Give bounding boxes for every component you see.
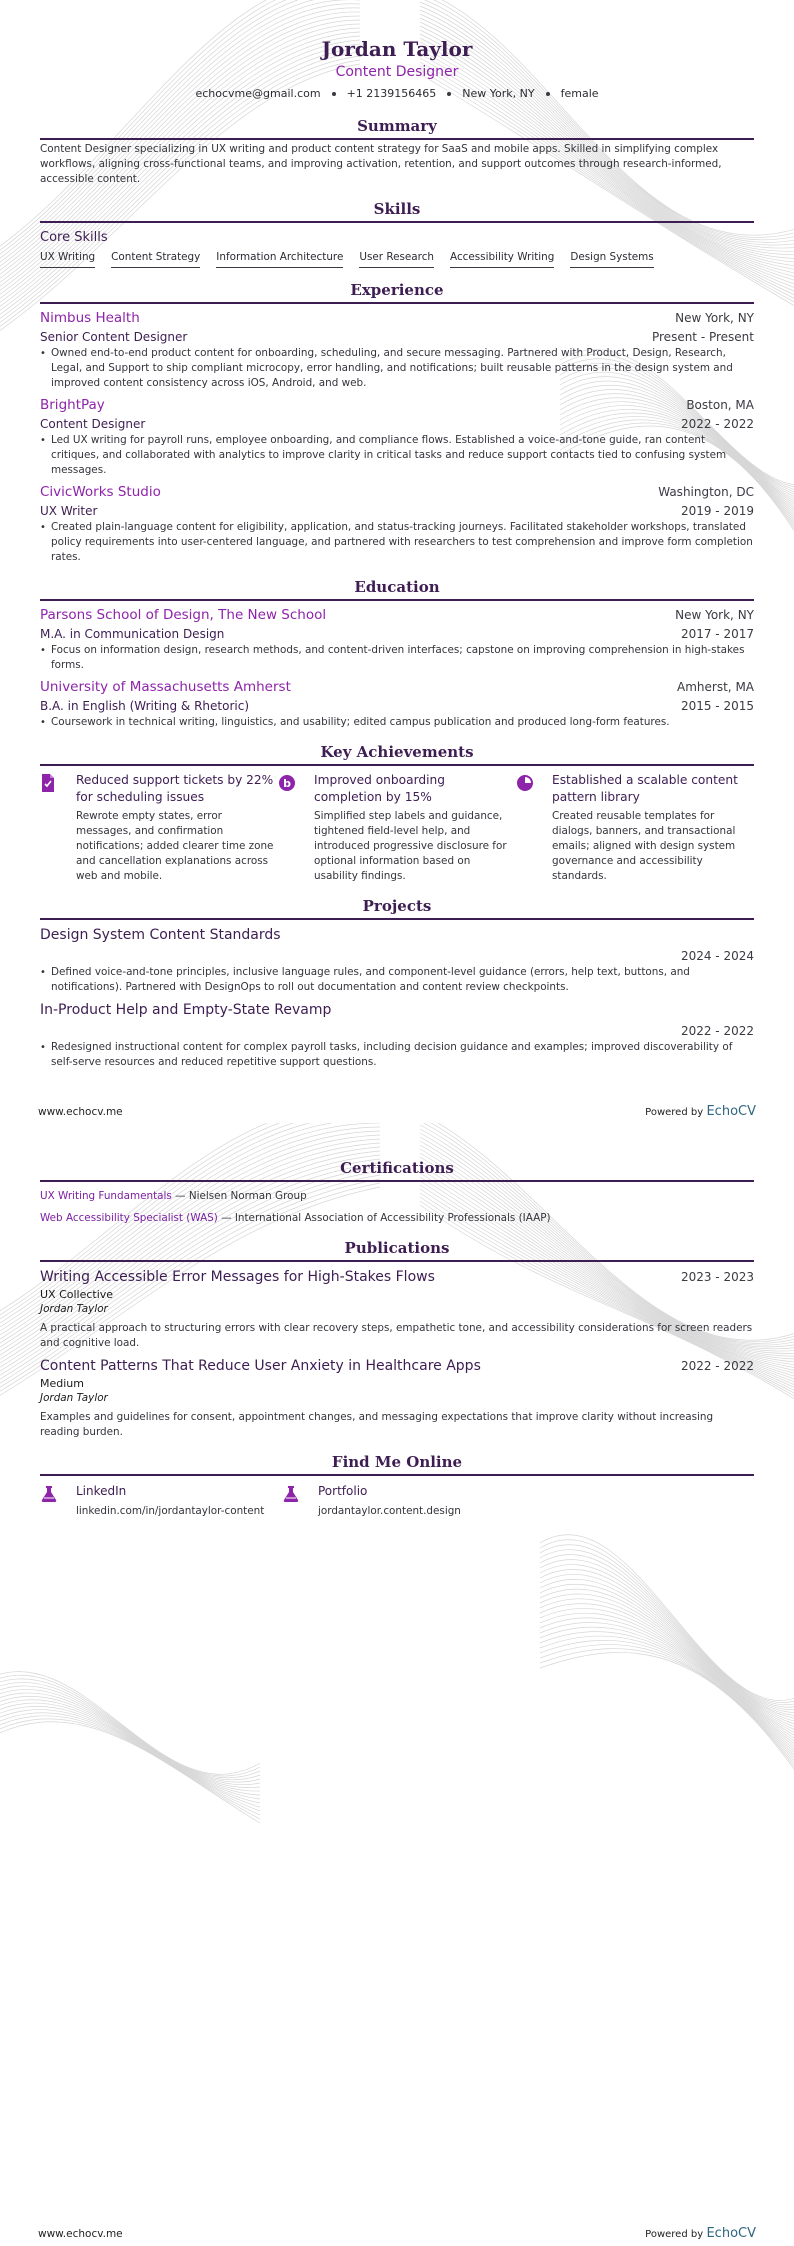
- experience-entry: [40, 396, 754, 478]
- education-heading: Education: [40, 577, 754, 601]
- skill-item: Information Architecture: [216, 250, 343, 268]
- achievement-description: Simplified step labels and guidance, tightened field-level help, and introduced progressive disclosure for optional information based on usability findings.: [314, 810, 507, 882]
- job-dates: 2019 - 2019: [680, 504, 754, 518]
- online-link-url[interactable]: linkedin.com/in/jordantaylor-content: [76, 1505, 265, 1517]
- online-link-label: LinkedIn: [76, 1484, 127, 1498]
- online-links: [40, 1483, 754, 1519]
- achievement-item: [516, 772, 754, 884]
- job-role: Content Designer: [40, 417, 146, 431]
- publications-heading: Publications: [40, 1238, 754, 1262]
- contact-location: New York, NY: [462, 87, 535, 100]
- page-footer: [38, 2226, 756, 2241]
- achievements-heading: Key Achievements: [40, 742, 754, 766]
- company-name: CivicWorks Studio: [40, 484, 161, 500]
- skill-item: Accessibility Writing: [450, 250, 554, 268]
- page-footer: [38, 1104, 756, 1119]
- skills-group-title: Core Skills: [40, 230, 108, 245]
- achievement-item: [40, 772, 278, 884]
- skill-item: UX Writing: [40, 250, 95, 268]
- flask-icon: [282, 1483, 318, 1519]
- candidate-name: Jordan Taylor: [321, 37, 473, 61]
- achievement-description: Created reusable templates for dialogs, banners, and transactional emails; aligned with design system governance and accessibility standards.: [552, 810, 736, 882]
- online-link-item[interactable]: [282, 1483, 524, 1519]
- publication-description: A practical approach to structuring errors with clear recovery steps, empathetic tone, and accessibility considerations for screen readers and cognitive load.: [40, 1322, 753, 1349]
- publication-description: Examples and guidelines for consent, appointment changes, and messaging expectations that improve clarity without increasing reading burden.: [40, 1411, 714, 1438]
- education-entry: [40, 606, 754, 673]
- achievement-description: Rewrote empty states, error messages, and confirmation notifications; added clearer time zone and cancellation explanations across web and mobile.: [76, 810, 274, 882]
- education-bullet: • Focus on information design, research methods, and content-driven interfaces; capstone on improving comprehension in high-stakes forms.: [40, 644, 745, 671]
- contact-line: [40, 86, 754, 102]
- project-entry: [40, 1001, 754, 1070]
- summary-heading: Summary: [40, 116, 754, 140]
- resume-content: [40, 36, 754, 1070]
- separator-dot: [546, 92, 550, 96]
- skill-item: Design Systems: [570, 250, 653, 268]
- publication-entry: [40, 1357, 754, 1440]
- project-title: Design System Content Standards: [40, 927, 281, 943]
- experience-heading: Experience: [40, 280, 754, 304]
- skills-list: [40, 250, 754, 268]
- company-name: BrightPay: [40, 397, 105, 413]
- school-location: Amherst, MA: [677, 680, 754, 694]
- project-entry: [40, 926, 754, 995]
- education-entry: [40, 678, 754, 730]
- publication-entry: [40, 1268, 754, 1351]
- online-link-item[interactable]: [40, 1483, 282, 1519]
- separator-dot: [447, 92, 451, 96]
- degree: M.A. in Communication Design: [40, 627, 225, 641]
- publication-dates: 2023 - 2023: [680, 1270, 754, 1284]
- education-dates: 2015 - 2015: [680, 699, 754, 713]
- education-bullet: • Coursework in technical writing, linguistics, and usability; edited campus publication and produced long-form features.: [40, 716, 670, 728]
- achievement-title: Established a scalable content pattern library: [552, 773, 738, 804]
- job-bullet: • Owned end-to-end product content for onboarding, scheduling, and secure messaging. Partnered with Product, Design, Research, Legal, and Support to ship compliant microcopy, error handling, and notifications; built reusable patterns in the design system and improved content consistency across iOS, Android, and web.: [40, 347, 733, 389]
- project-bullet: • Redesigned instructional content for complex payroll tasks, including decision guidance and examples; improved discoverability of self-serve resources and reduced repetitive support questions.: [40, 1041, 733, 1068]
- school-name: Parsons School of Design, The New School: [40, 607, 327, 623]
- job-bullet: • Created plain-language content for eligibility, application, and status-tracking journeys. Facilitated stakeholder workshops, translated policy requirements into user-centered language, and partnered with researchers to test comprehension and improve form completion rates.: [40, 521, 753, 563]
- achievement-title: Improved onboarding completion by 15%: [314, 773, 445, 804]
- publication-dates: 2022 - 2022: [680, 1359, 754, 1373]
- education-dates: 2017 - 2017: [680, 627, 754, 641]
- project-dates: 2022 - 2022: [680, 1024, 754, 1038]
- contact-gender: female: [560, 87, 599, 100]
- footer-branding: Powered by EchoCV: [645, 1104, 756, 1119]
- job-dates: 2022 - 2022: [680, 417, 754, 431]
- resume-page-1: [0, 0, 794, 1122]
- job-bullet: • Led UX writing for payroll runs, employee onboarding, and compliance flows. Established a voice-and-tone guide, ran content critiques, and collaborated with analytics to improve clarity in critical tasks and reduce support contacts tied to confusing system messages.: [40, 434, 727, 476]
- skill-item: Content Strategy: [111, 250, 200, 268]
- summary-text: Content Designer specializing in UX writing and product content strategy for SaaS and mobile apps. Skilled in simplifying complex workflows, aligning cross-functional teams, and improving activation, retention, and support outcomes through research-informed, accessible content.: [40, 143, 722, 185]
- achievements-list: [40, 772, 754, 884]
- resume-content: [40, 1158, 754, 1519]
- publication-author: Jordan Taylor: [40, 1392, 108, 1404]
- job-dates: Present - Present: [651, 330, 754, 344]
- echocv-logo[interactable]: EchoCV: [706, 2226, 756, 2241]
- footer-site-link[interactable]: www.echocv.me: [38, 2228, 123, 2240]
- school-name: University of Massachusetts Amherst: [40, 679, 291, 695]
- online-link-url[interactable]: jordantaylor.content.design: [318, 1505, 461, 1517]
- publication-publisher: UX Collective: [40, 1288, 114, 1301]
- publication-publisher: Medium: [40, 1377, 84, 1390]
- job-role: UX Writer: [40, 504, 98, 518]
- resume-page-2: [0, 1123, 794, 2246]
- publication-title: Writing Accessible Error Messages for High-Stakes Flows: [40, 1269, 435, 1285]
- contact-email[interactable]: echocvme@gmail.com: [195, 87, 321, 100]
- pie-chart-icon: [516, 772, 552, 884]
- skills-heading: Skills: [40, 199, 754, 223]
- project-title: In-Product Help and Empty-State Revamp: [40, 1002, 332, 1018]
- job-location: New York, NY: [675, 311, 754, 325]
- flask-icon: [40, 1483, 76, 1519]
- degree: B.A. in English (Writing & Rhetoric): [40, 699, 250, 713]
- publication-author: Jordan Taylor: [40, 1303, 108, 1315]
- footer-site-link[interactable]: www.echocv.me: [38, 1106, 123, 1118]
- achievement-item: [278, 772, 516, 884]
- bitcoin-icon: [278, 772, 314, 884]
- certification-item: Web Accessibility Specialist (WAS) — International Association of Accessibility Professionals (IAAP): [40, 1212, 551, 1224]
- job-location: Washington, DC: [658, 485, 754, 499]
- project-bullet: • Defined voice-and-tone principles, inclusive language rules, and component-level guidance (errors, help text, buttons, and notifications). Partnered with DesignOps to roll out documentation and content review checkpoints.: [40, 966, 690, 993]
- job-role: Senior Content Designer: [40, 330, 188, 344]
- achievement-title: Reduced support tickets by 22% for scheduling issues: [76, 773, 274, 804]
- document-check-icon: [40, 772, 76, 884]
- projects-heading: Projects: [40, 896, 754, 920]
- school-location: New York, NY: [675, 608, 754, 622]
- echocv-logo[interactable]: EchoCV: [706, 1104, 756, 1119]
- publication-title: Content Patterns That Reduce User Anxiety in Healthcare Apps: [40, 1358, 481, 1374]
- online-heading: Find Me Online: [40, 1452, 754, 1476]
- project-dates: 2024 - 2024: [680, 949, 754, 963]
- skill-item: User Research: [359, 250, 434, 268]
- company-name: Nimbus Health: [40, 310, 140, 326]
- contact-phone[interactable]: +1 2139156465: [346, 87, 437, 100]
- experience-entry: [40, 483, 754, 565]
- certifications-heading: Certifications: [40, 1158, 754, 1182]
- svg-text:b: b: [283, 777, 291, 790]
- candidate-title: Content Designer: [335, 64, 459, 80]
- job-location: Boston, MA: [686, 398, 754, 412]
- separator-dot: [332, 92, 336, 96]
- online-link-label: Portfolio: [318, 1484, 368, 1498]
- experience-entry: [40, 309, 754, 391]
- certification-item: UX Writing Fundamentals — Nielsen Norman Group: [40, 1190, 307, 1202]
- footer-branding: Powered by EchoCV: [645, 2226, 756, 2241]
